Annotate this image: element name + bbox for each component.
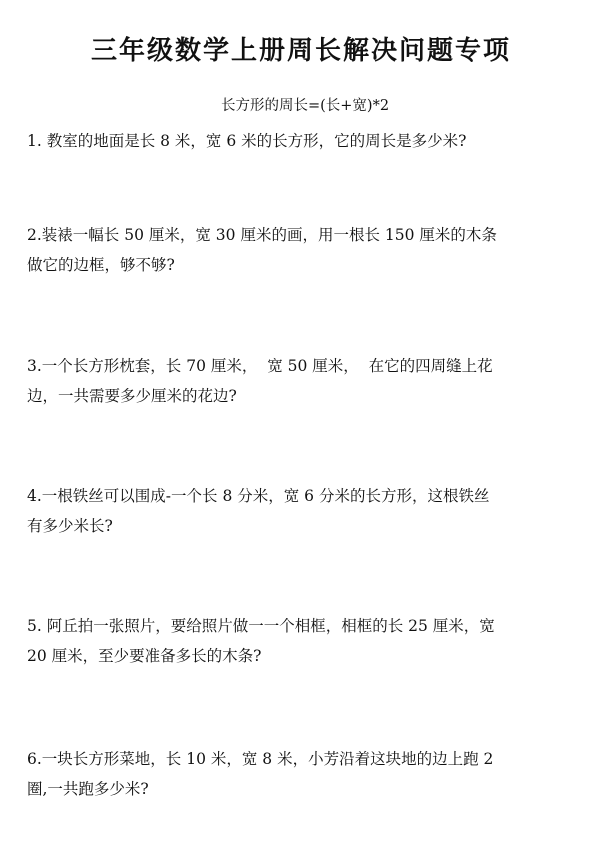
question-line: 边，一共需要多少厘米的花边? <box>27 387 237 405</box>
question-3 <box>27 351 575 411</box>
question-line: 2.装裱一幅长 50 厘米，宽 30 厘米的画，用一根长 150 厘米的木条 <box>27 226 497 244</box>
question-line: 4.一根铁丝可以围成-一个长 8 分米，宽 6 分米的长方形，这根铁丝 <box>27 487 490 505</box>
perimeter-formula: 长方形的周长=(长+宽)*2 <box>220 98 390 114</box>
question-1 <box>27 126 575 156</box>
question-line: 1. 教室的地面是长 8 米，宽 6 米的长方形，它的周长是多少米? <box>27 132 467 150</box>
question-line: 3.一个长方形枕套，长 70 厘米， 宽 50 厘米， 在它的四周缝上花 <box>27 357 493 375</box>
question-line: 6.一块长方形菜地，长 10 米，宽 8 米，小芳沿着这块地的边上跑 2 <box>27 750 494 768</box>
page-title: 三年级数学上册周长解决问题专项 <box>90 36 511 66</box>
question-5 <box>27 611 575 671</box>
question-line: 5. 阿丘拍一张照片，要给照片做一一个相框，相框的长 25 厘米，宽 <box>27 617 495 635</box>
question-line: 圈,一共跑多少米? <box>27 780 149 798</box>
question-6 <box>27 744 575 804</box>
question-line: 有多少米长? <box>27 517 113 535</box>
question-line: 20 厘米，至少要准备多长的木条? <box>27 647 262 665</box>
question-2 <box>27 220 575 280</box>
question-line: 做它的边框，够不够? <box>27 256 175 274</box>
question-4 <box>27 481 575 541</box>
